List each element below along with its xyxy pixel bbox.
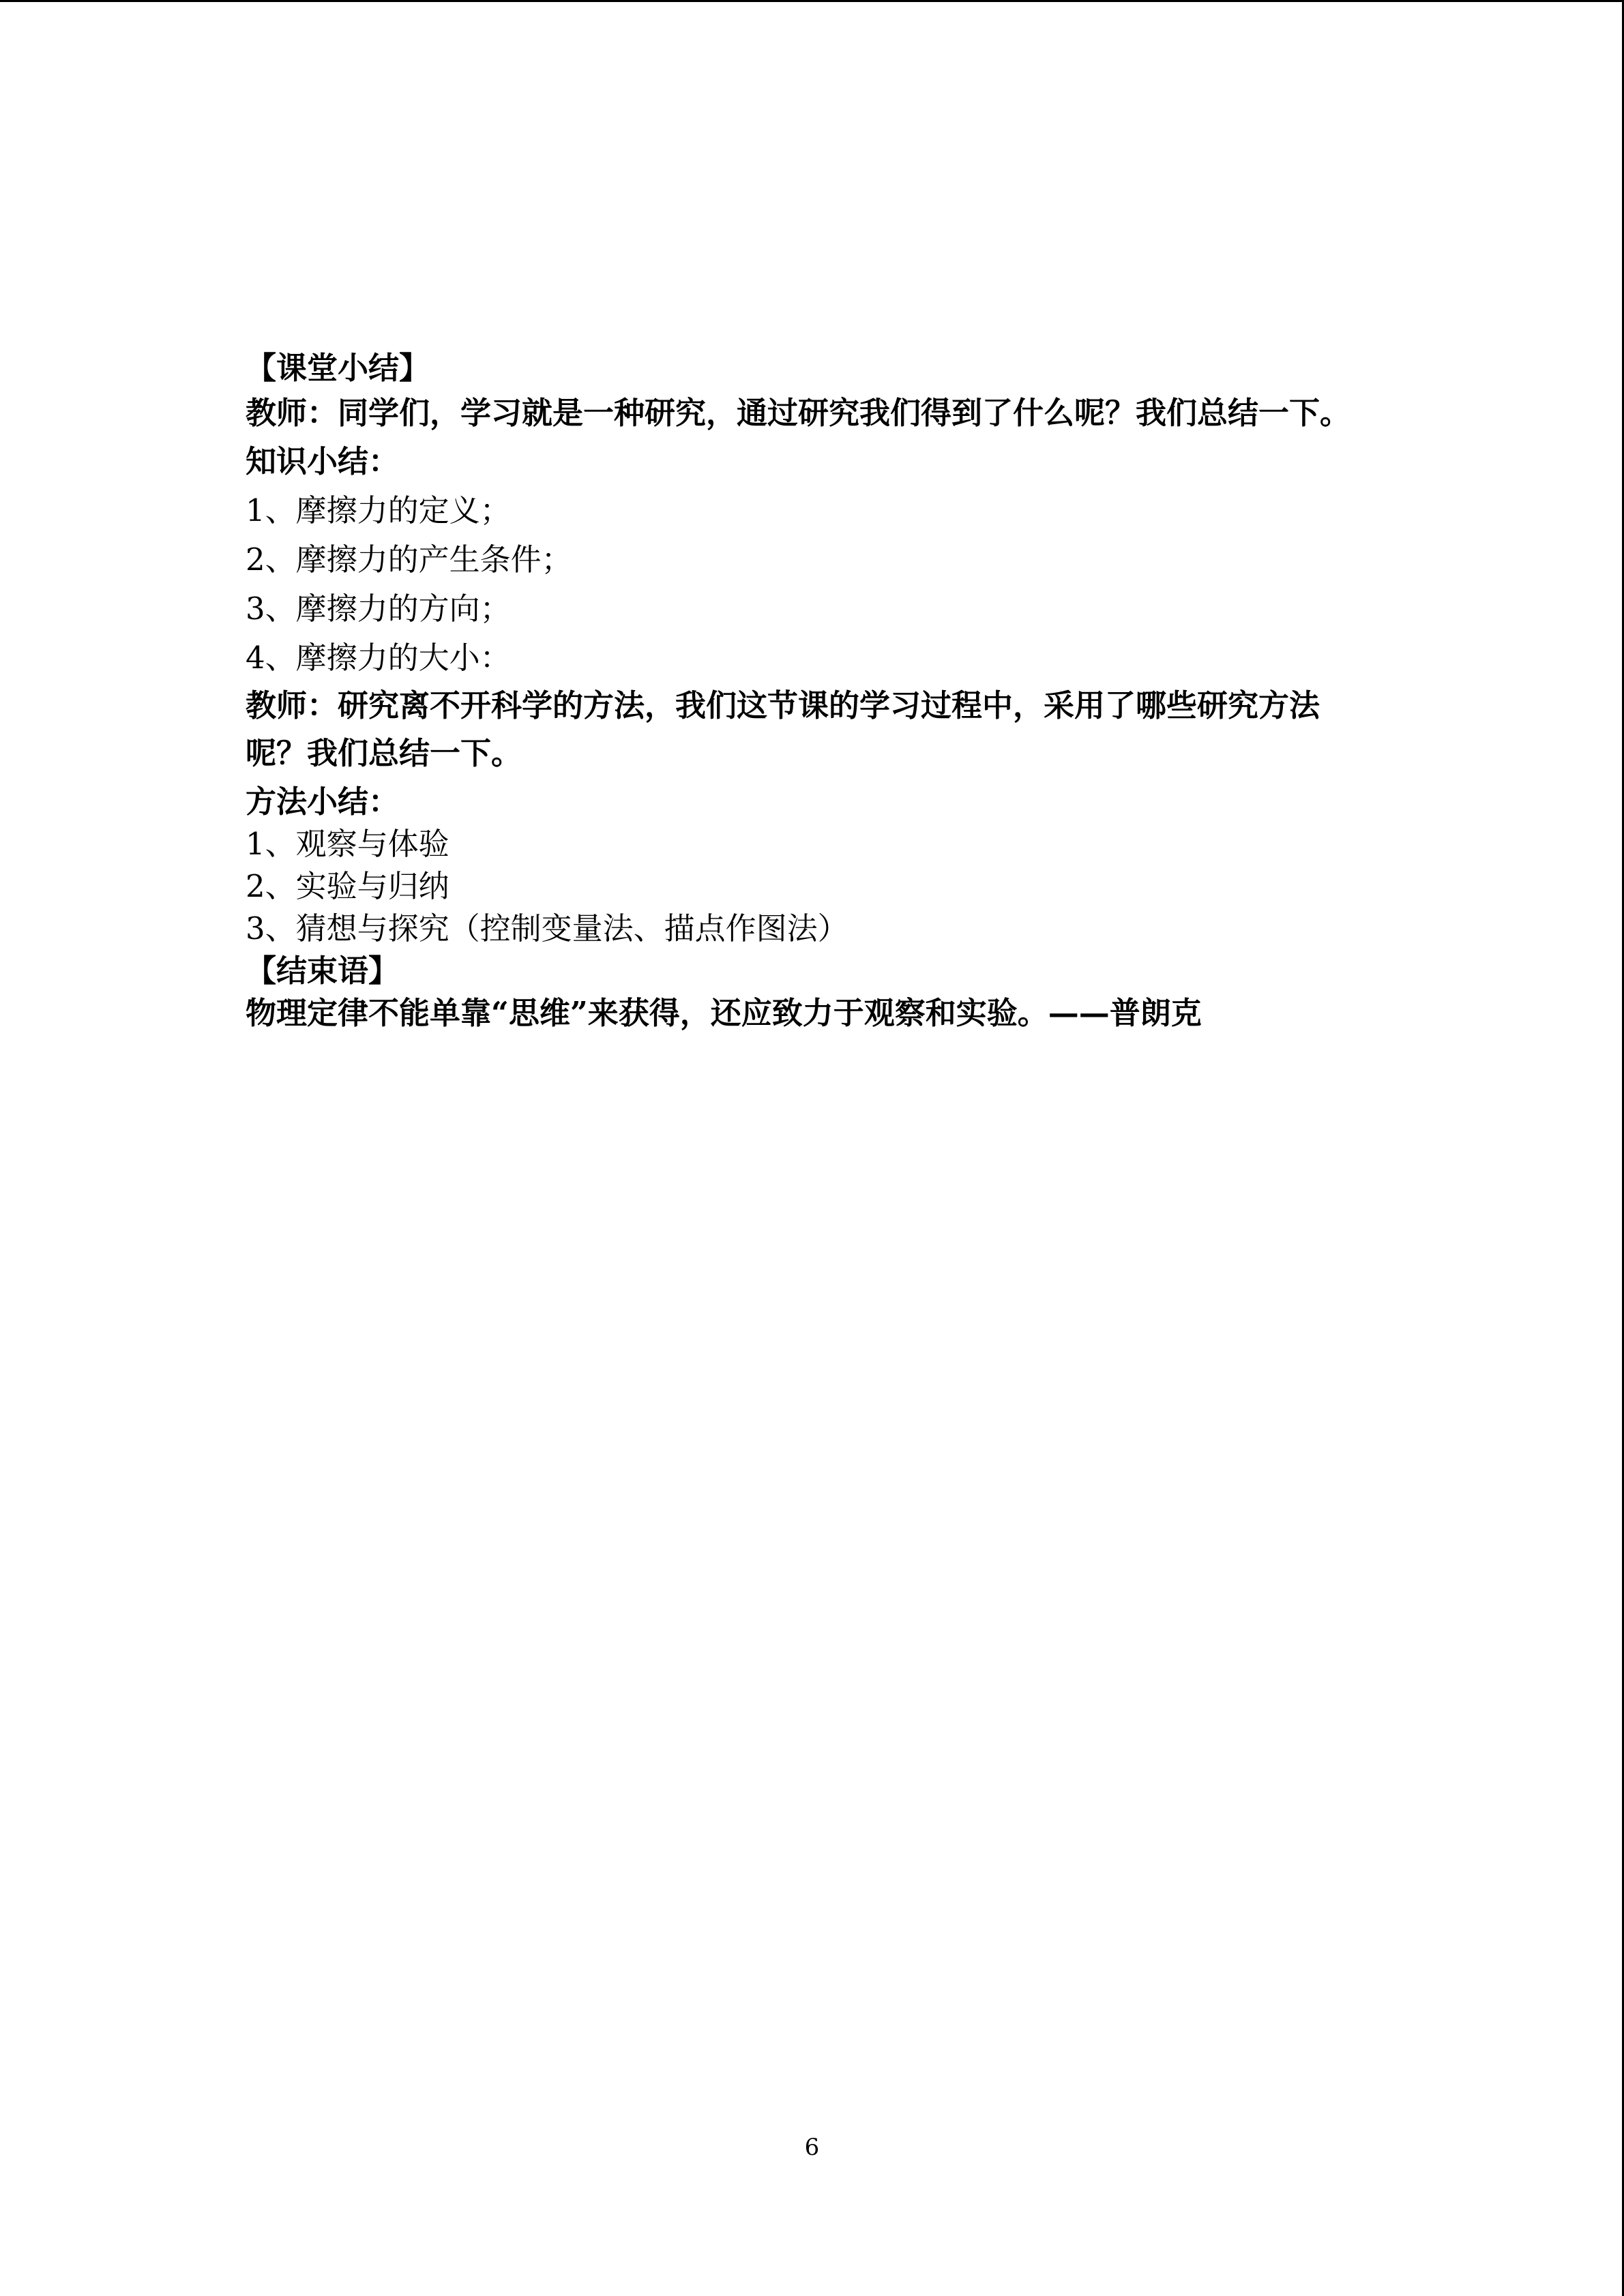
summary-heading: 【课堂小结】	[246, 350, 430, 386]
document-body	[246, 346, 1371, 1034]
knowledge-heading: 知识小结：	[246, 443, 400, 479]
knowledge-item-2: 2、摩擦力的产生条件；	[246, 541, 572, 578]
knowledge-item-1: 1、摩擦力的定义；	[246, 492, 511, 528]
closing-quote: 物理定律不能单靠“思维”来获得，还应致力于观察和实验。——普朗克	[246, 995, 1202, 1031]
page-border-top	[0, 0, 1624, 2]
method-item-2: 2、实验与归纳	[246, 868, 449, 904]
teacher-methods-paragraph: 教师：研究离不开科学的方法，我们这节课的学习过程中，采用了哪些研究方法呢？我们总结一下。	[246, 687, 1320, 771]
knowledge-item-3: 3、摩擦力的方向；	[246, 591, 511, 627]
method-item-3: 3、猜想与探究（控制变量法、描点作图法）	[246, 910, 848, 946]
teacher-intro-paragraph: 教师：同学们，学习就是一种研究，通过研究我们得到了什么呢？我们总结一下。	[246, 395, 1351, 431]
methods-heading: 方法小结：	[246, 784, 400, 820]
knowledge-item-4: 4、摩擦力的大小：	[246, 640, 511, 676]
page-number: 6	[804, 2134, 820, 2161]
method-item-1: 1、观察与体验	[246, 826, 449, 862]
closing-heading: 【结束语】	[246, 953, 400, 989]
